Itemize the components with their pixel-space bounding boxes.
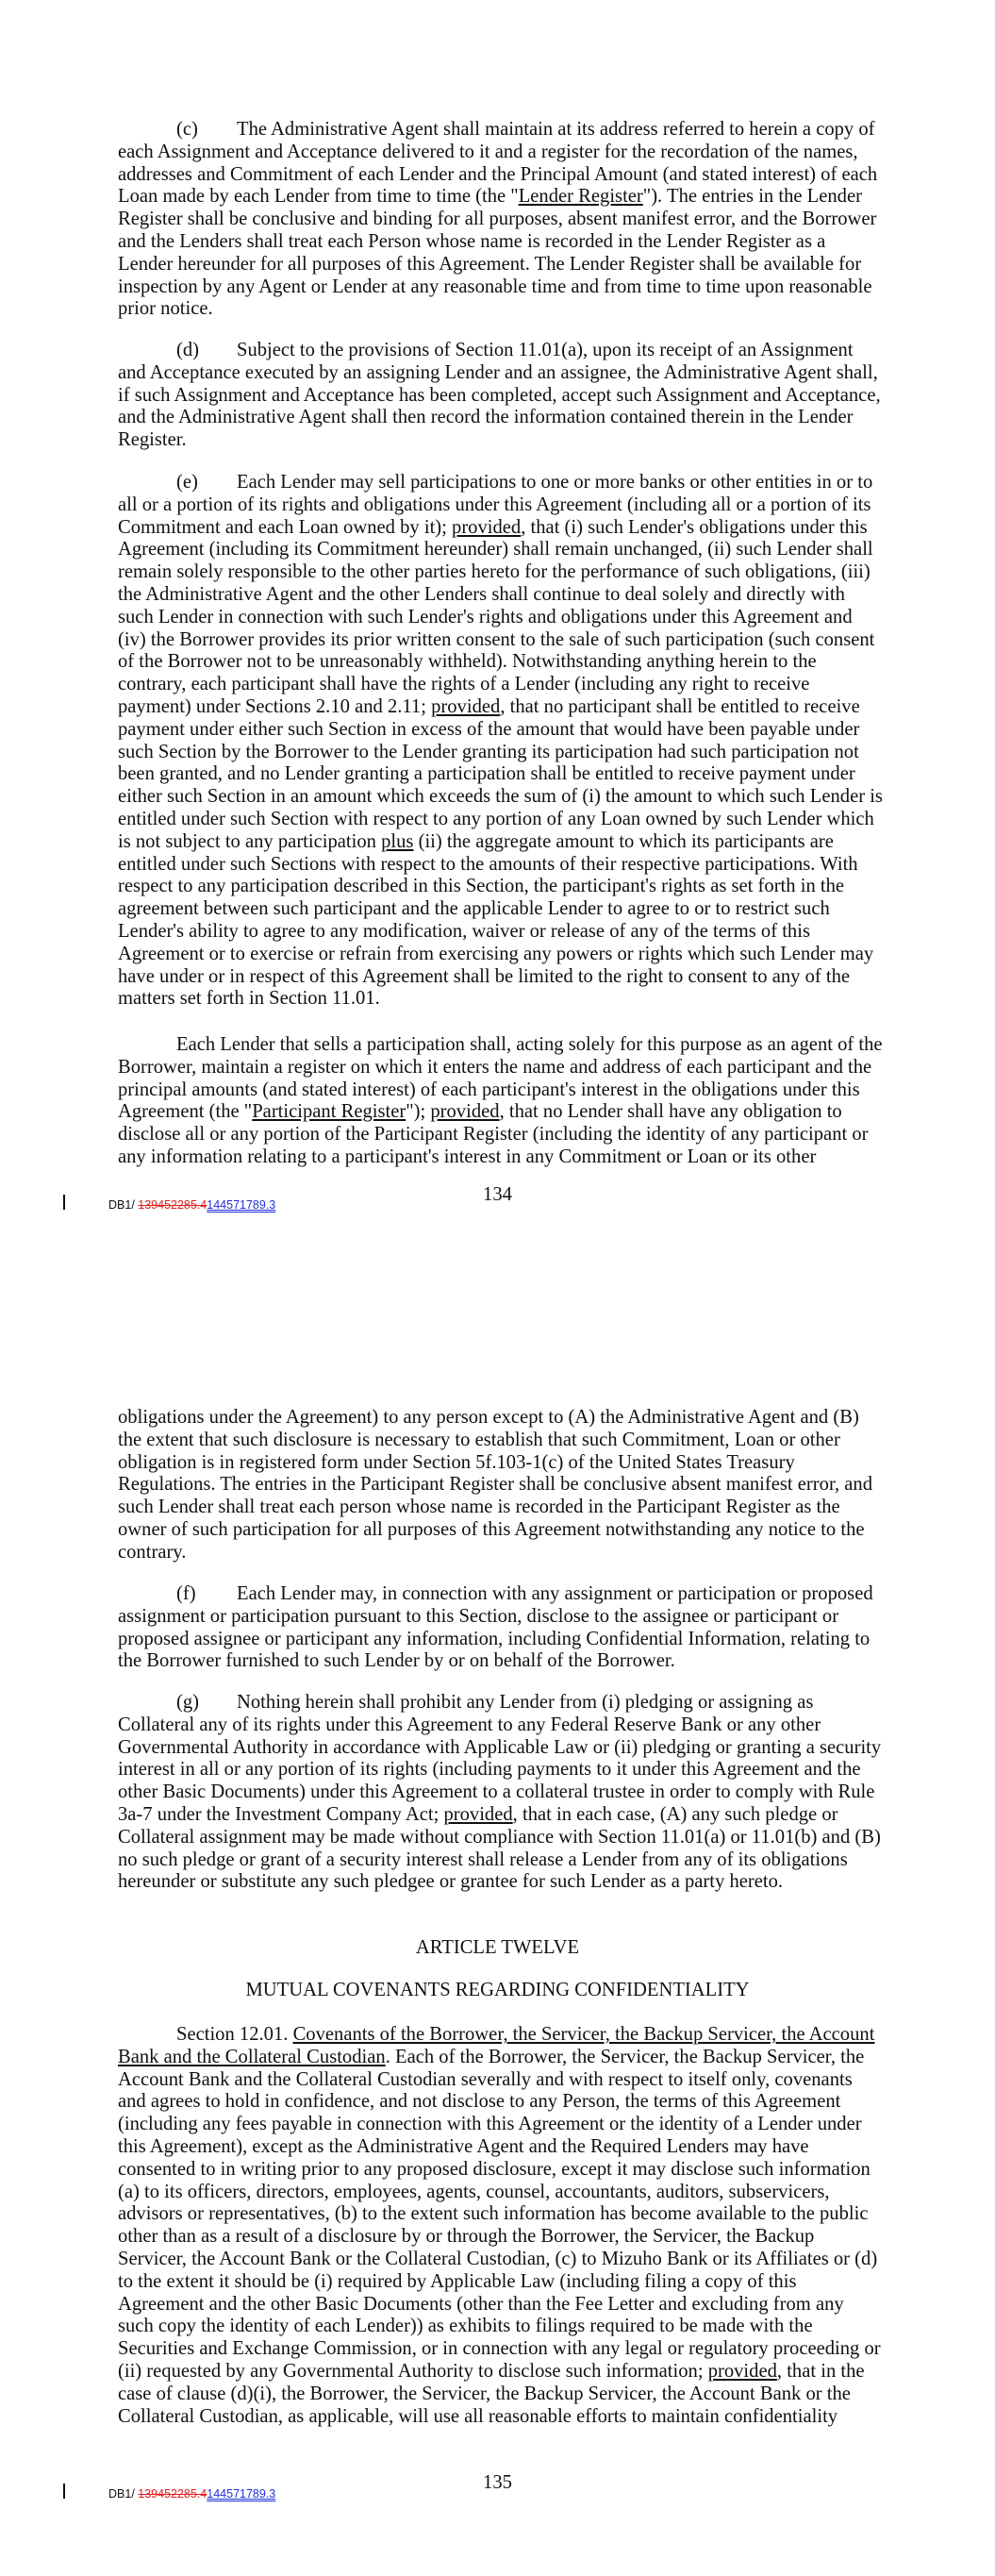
paragraph-label: (e) [176, 472, 198, 493]
article-subtitle: MUTUAL COVENANTS REGARDING CONFIDENTIALITY [245, 1980, 750, 2000]
doc-id-inserted: 144571789.3 [207, 2487, 276, 2501]
underlined-term: provided [707, 2360, 777, 2382]
underlined-term: provided [452, 516, 522, 538]
doc-id-deleted: 139452285.4 [138, 1198, 207, 1212]
page-number: 135 [483, 2472, 512, 2493]
text-segment: The Administrative Agent shall maintain at its address referred to herein a copy of each Assignment and Acceptance delivered to it and a register for the recordation of the names, addresses and Commitment of each Lender and the Principal Amount (and stated interest) of each Loan made by each Lender from time to time (the " [118, 119, 878, 208]
text-segment: Nothing herein shall prohibit any Lender from (i) pledging or assigning as Collateral any of its rights under this Agreement to any Federal Reserve Bank or any other Governmental Authority in accordance with Applicable Law or (ii) pledging or granting a security interest in all or any portion of its rights (including payments to it under this Agreement and the other Basic Documents) under this Agreement to a collateral trustee in order to comply with Rule 3a-7 under the Investment Company Act; [118, 1692, 882, 1825]
underlined-term: Lender Register [518, 186, 643, 208]
doc-id-footer [108, 1198, 275, 1212]
paragraph-register-continued [118, 1407, 884, 1564]
paragraph-f [118, 1583, 884, 1673]
text-segment: , that (i) such Lender's obligations under this Agreement (including its Commitment hereunder) shall remain unchanged, (ii) such Lender shall remain solely responsible to the other parties hereto for the performance of such obligations, (iii) the Administrative Agent and the other Lenders shall continue to deal solely and directly with such Lender in connection with such Lender's rights and obligations under this Agreement and (iv) the Borrower provides its prior written consent to the sale of such participation (such consent of the Borrower not to be unreasonably withheld). Notwithstanding anything herein to the contrary, each participant shall have the rights of a Lender (including any right to receive payment) under Sections 2.10 and 2.11; [118, 516, 875, 717]
section-12-01 [118, 2024, 884, 2428]
text-segment: Each Lender may, in connection with any assignment or participation or proposed assignment or participation pursuant to this Section, disclose to the assignee or participant or proposed assignee or participant any information, including Confidential Information, relating to the Borrower furnished to such Lender by or on behalf of the Borrower. [118, 1583, 873, 1672]
paragraph-c [118, 119, 884, 321]
paragraph-d [118, 340, 884, 452]
text-segment: , that in the case of clause (d)(i), the Borrower, the Servicer, the Backup Servicer, the Account Bank or the Collateral Custodian, as applicable, will use all reasonable efforts to maintain confidentiality [118, 2360, 865, 2427]
text-segment: (ii) the aggregate amount to which its participants are entitled under such Sections with respect to the amounts of their respective participations. With respect to any participation described in this Section, the participant's rights as set forth in the agreement between such participant and the applicable Lender to agree to or to restrict such Lender's ability to agree to any modification, waiver or release of any of the terms of this Agreement or to exercise or refrain from exercising any powers or rights which such Lender may have under or in respect of this Agreement shall be limited to the right to consent to any of the matters set forth in Section 11.01. [118, 830, 874, 1010]
underlined-term: Participant Register [252, 1101, 406, 1123]
doc-id-prefix: DB1/ [108, 2487, 139, 2501]
paragraph-label: (f) [176, 1583, 196, 1604]
paragraph-label: (d) [176, 340, 200, 360]
underlined-term: provided [430, 1101, 500, 1123]
page-number: 134 [483, 1184, 512, 1205]
text-segment: , that in each case, (A) any such pledge or Collateral assignment may be made without compliance with Section 11.01(a) or 11.01(b) and (B) no such pledge or grant of a security interest shall release a Lender from any of its obligations hereunder or substitute any such pledgee or grantee for such Lender as a party hereto. [118, 1803, 881, 1893]
paragraph-label: (c) [176, 119, 198, 140]
text-segment: . Each of the Borrower, the Servicer, the Backup Servicer, the Account Bank and the Collateral Custodian severally and with respect to itself only, covenants and agrees to hold in confidence, and not disclose to any Person, the terms of this Agreement (including any fees payable in connection with this Agreement or the identity of a Lender under this Agreement), except as the Administrative Agent and the Required Lenders may have consented to in writing prior to any proposed disclosure, except it may disclose such information (a) to its officers, directors, employees, agents, counsel, accountants, auditors, subservicers, advisors or representatives, (b) to the extent such information has become available to the public other than as a result of a disclosure by or through the Borrower, the Servicer, the Backup Servicer, the Account Bank or the Collateral Custodian, (c) to Mizuho Bank or its Affiliates or (d) to the extent it should be (i) required by Applicable Law (including filing a copy of this Agreement and the other Basic Documents (other than the Fee Letter and excluding from any such copy the identity of each Lender)) as exhibits to filings required to be made with the Securities and Exchange Commission, or in connection with any legal or regulatory proceeding or (ii) requested by any Governmental Authority to disclose such information; [118, 2046, 881, 2382]
doc-id-deleted: 139452285.4 [138, 2487, 207, 2501]
text-segment: "). The entries in the Lender Register shall be conclusive and binding for all purposes, absent manifest error, and the Borrower and the Lenders shall treat each Person whose name is recorded in the Lender Register as a Lender hereunder for all purposes of this Agreement. The Lender Register shall be available for inspection by any Agent or Lender at any reasonable time and from time to time upon reasonable prior notice. [118, 186, 877, 320]
text-segment: Section 12.01. [176, 2024, 293, 2045]
text-segment: Each Lender that sells a participation shall, acting solely for this purpose as an agent of the Borrower, maintain a register on which it enters the name and address of each participant and the principal amounts (and stated interest) of each participant's interest in the obligations under this Agreement (the " [118, 1034, 883, 1123]
text-segment: Each Lender may sell participations to one or more banks or other entities in or to all or a portion of its rights and obligations under this Agreement (including all or a portion of its Commitment and each Loan owned by it); [118, 472, 873, 538]
paragraph-label: (g) [176, 1692, 200, 1713]
underlined-term: plus [381, 830, 414, 852]
doc-id-footer [108, 2487, 275, 2501]
paragraph-e [118, 472, 884, 1011]
text-segment: "); [406, 1101, 431, 1123]
doc-id-prefix: DB1/ [108, 1198, 139, 1212]
text-segment: obligations under the Agreement) to any person except to (A) the Administrative Agent and (B) the extent that such disclosure is necessary to establish that such Commitment, Loan or other obligation is in registered form under Section 5f.103-1(c) of the United States Treasury Regulations. The entries in the Participant Register shall be conclusive absent manifest error, and such Lender shall treat each person whose name is recorded in the Participant Register as the owner of such participation for all purposes of this Agreement notwithstanding any notice to the contrary. [118, 1407, 873, 1563]
text-segment: , that no Lender shall have any obligation to disclose all or any portion of the Participant Register (including the identity of any participant or any information relating to a participant's interest in any Commitment or Loan or its other [118, 1101, 869, 1167]
text-segment: Subject to the provisions of Section 11.01(a), upon its receipt of an Assignment and Acceptance executed by an assigning Lender and an assignee, the Administrative Agent shall, if such Assignment and Acceptance has been completed, accept such Assignment and Acceptance, and the Administrative Agent shall then record the information contained therein in the Lender Register. [118, 340, 881, 451]
doc-id-inserted: 144571789.3 [207, 1198, 276, 1212]
paragraph-participant-register [118, 1034, 884, 1169]
underlined-term: provided [431, 695, 501, 717]
change-bar [63, 2484, 65, 2499]
paragraph-g [118, 1692, 884, 1894]
article-title: ARTICLE TWELVE [415, 1937, 580, 1958]
change-bar [63, 1195, 65, 1210]
underlined-term: Covenants of the Borrower, the Servicer, the Backup Servicer, the Account Bank and the Collateral Custodian [118, 2024, 875, 2067]
text-segment: , that no participant shall be entitled to receive payment under either such Section in excess of the amount that would have been payable under such Section by the Borrower to the Lender granting its participation had such participation not been granted, and no Lender granting a participation shall be entitled to receive payment under either such Section in an amount which exceeds the sum of (i) the amount to which such Lender is entitled under such Section with respect to any portion of any Loan owned by such Lender which is not subject to any participation [118, 695, 883, 852]
underlined-term: provided [443, 1803, 513, 1825]
